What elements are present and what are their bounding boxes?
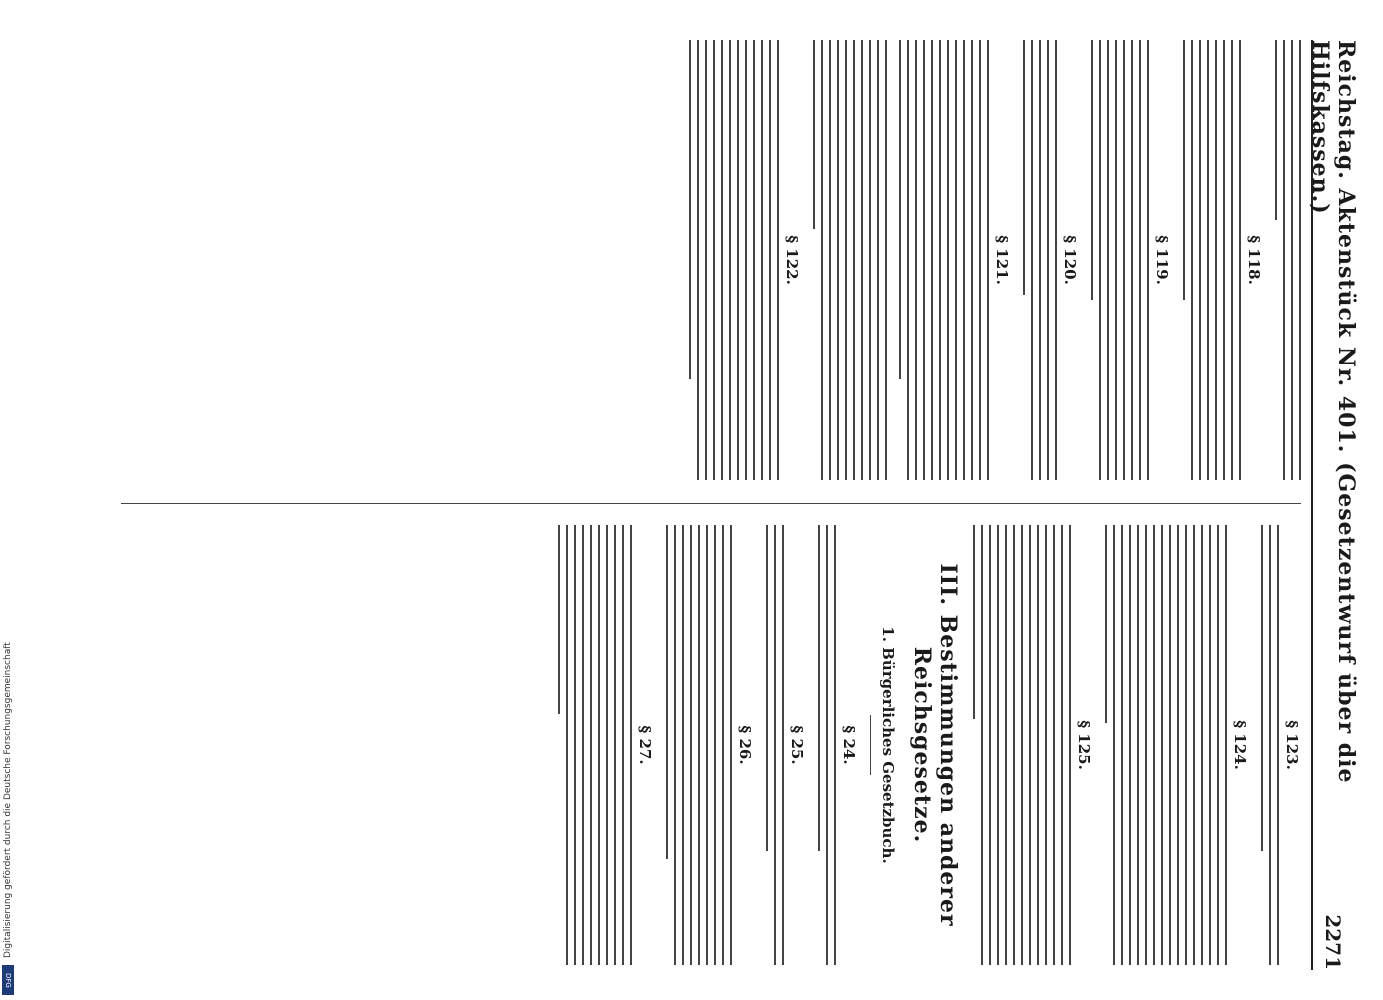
text-line [698, 525, 700, 965]
text-line [1231, 40, 1233, 480]
text-line [697, 40, 699, 480]
page-header [1307, 40, 1359, 970]
text-line [1183, 40, 1185, 300]
text-line [1013, 525, 1015, 965]
text-line [987, 40, 989, 480]
section-block [1183, 40, 1263, 480]
text-line [766, 525, 768, 851]
text-line [721, 40, 723, 480]
text-line [1239, 40, 1241, 480]
digitization-note: Digitalisierung gefördert durch die Deutsche Forschungsgemeinschaft [3, 642, 13, 958]
text-line [979, 40, 981, 480]
text-line [1207, 40, 1209, 480]
right-column [101, 525, 1301, 965]
section-heading: § 24. [840, 725, 858, 765]
text-line [1223, 40, 1225, 480]
text-line [1201, 525, 1203, 965]
text-line [745, 40, 747, 480]
text-line [947, 40, 949, 480]
section-block [1275, 40, 1301, 480]
section-block [899, 40, 1011, 480]
text-line [1217, 525, 1219, 965]
text-line [821, 40, 823, 480]
dfg-logo: DFG [2, 965, 14, 995]
text-line [1215, 40, 1217, 480]
section-heading: § 124. [1231, 720, 1249, 770]
text-line [1131, 40, 1133, 480]
text-line [1139, 40, 1141, 480]
text-line [1045, 525, 1047, 965]
section-heading: § 123. [1283, 720, 1301, 770]
section-heading: § 118. [1245, 235, 1263, 285]
text-line [981, 525, 983, 965]
text-line [598, 525, 600, 965]
text-line [869, 40, 871, 480]
text-line [963, 40, 965, 480]
text-line [818, 525, 820, 851]
text-line [973, 525, 975, 719]
text-line [774, 525, 776, 965]
text-line [853, 40, 855, 480]
text-line [713, 40, 715, 480]
text-line [1113, 525, 1115, 965]
text-line [1123, 40, 1125, 480]
text-line [614, 525, 616, 965]
section-block [870, 525, 897, 965]
text-line [558, 525, 560, 714]
text-line [1169, 525, 1171, 965]
text-line [1299, 40, 1301, 480]
text-line [1147, 40, 1149, 480]
text-line [1005, 525, 1007, 965]
text-line [834, 525, 836, 965]
text-line [1069, 525, 1071, 965]
section-block [766, 525, 806, 965]
text-line [1031, 40, 1033, 480]
text-line [1053, 525, 1055, 965]
text-line [989, 525, 991, 965]
text-line [1145, 525, 1147, 965]
text-line [690, 525, 692, 965]
text-line [845, 40, 847, 480]
section-heading: § 121. [993, 235, 1011, 285]
page-number: 2271 [1321, 914, 1345, 970]
section-heading: § 25. [788, 725, 806, 765]
section-rule [870, 715, 871, 775]
text-line [630, 525, 632, 965]
text-line [706, 525, 708, 965]
text-line [1209, 525, 1211, 965]
text-line [1115, 40, 1117, 480]
text-line [1275, 40, 1277, 220]
text-line [769, 40, 771, 480]
text-line [1191, 40, 1193, 480]
text-line [622, 525, 624, 965]
text-line [1047, 40, 1049, 480]
text-line [730, 525, 732, 965]
text-line [1225, 525, 1227, 965]
left-column [101, 40, 1301, 480]
text-line [682, 525, 684, 965]
text-line [1061, 525, 1063, 965]
text-line [915, 40, 917, 480]
section-block [1091, 40, 1171, 480]
section-heading: § 27. [636, 725, 654, 765]
text-line [899, 40, 901, 379]
text-line [1177, 525, 1179, 965]
section-heading: § 120. [1061, 235, 1079, 285]
chapter-heading: III. Bestimmungen anderer Reichsgesetze. [909, 563, 961, 927]
text-line [666, 525, 668, 859]
text-line [1055, 40, 1057, 480]
column-divider [121, 503, 1301, 504]
section-heading: § 122. [783, 235, 801, 285]
text-line [1107, 40, 1109, 480]
text-line [574, 525, 576, 965]
section-block [973, 525, 1093, 965]
text-line [829, 40, 831, 480]
text-line [1137, 525, 1139, 965]
text-line [582, 525, 584, 965]
section-block [666, 525, 754, 965]
section-block [689, 40, 801, 480]
section-block [558, 525, 654, 965]
text-line [1037, 525, 1039, 965]
text-line [1193, 525, 1195, 965]
text-line [1129, 525, 1131, 965]
running-title: Reichstag. Aktenstück Nr. 401. (Gesetzentwurf über die Hilfskassen.) [1307, 40, 1359, 784]
text-line [955, 40, 957, 480]
section-heading: 1. Bürgerliches Gesetzbuch. [879, 626, 897, 864]
text-line [1039, 40, 1041, 480]
section-block [1105, 525, 1249, 965]
text-line [1161, 525, 1163, 965]
text-line [971, 40, 973, 480]
section-block [818, 525, 858, 965]
section-block [909, 525, 961, 965]
text-line [590, 525, 592, 965]
text-line [1029, 525, 1031, 965]
text-line [877, 40, 879, 480]
text-line [1091, 40, 1093, 300]
text-line [1277, 525, 1279, 965]
text-line [1099, 40, 1101, 480]
text-line [761, 40, 763, 480]
text-line [782, 525, 784, 965]
text-line [1185, 525, 1187, 965]
text-line [1199, 40, 1201, 480]
text-line [813, 40, 815, 229]
text-line [606, 525, 608, 965]
text-line [997, 525, 999, 965]
text-line [1021, 525, 1023, 965]
section-block [1261, 525, 1301, 965]
text-line [705, 40, 707, 480]
text-line [777, 40, 779, 480]
text-line [885, 40, 887, 480]
section-heading: § 125. [1075, 720, 1093, 770]
text-line [923, 40, 925, 480]
text-line [1261, 525, 1263, 851]
text-line [689, 40, 691, 379]
text-line [907, 40, 909, 480]
text-line [1269, 525, 1271, 965]
text-line [939, 40, 941, 480]
text-line [737, 40, 739, 480]
text-line [1291, 40, 1293, 480]
text-line [931, 40, 933, 480]
text-line [837, 40, 839, 480]
text-line [722, 525, 724, 965]
text-line [826, 525, 828, 965]
text-line [861, 40, 863, 480]
text-line [714, 525, 716, 965]
text-line [753, 40, 755, 480]
section-block [813, 40, 887, 480]
text-line [1105, 525, 1107, 723]
section-block [1023, 40, 1079, 480]
text-line [729, 40, 731, 480]
text-line [1121, 525, 1123, 965]
section-heading: § 119. [1153, 235, 1171, 285]
text-line [1023, 40, 1025, 295]
text-line [674, 525, 676, 965]
text-line [566, 525, 568, 965]
text-line [1153, 525, 1155, 965]
section-heading: § 26. [736, 725, 754, 765]
text-line [1283, 40, 1285, 480]
